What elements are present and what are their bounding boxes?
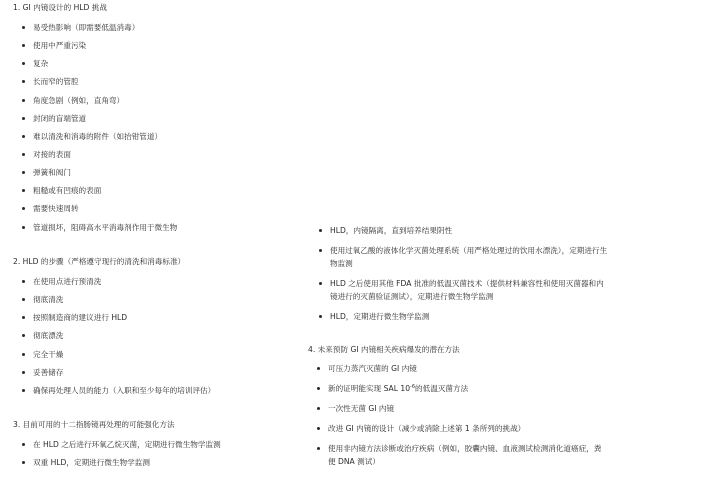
sal-suffix: 的低温灭菌方法: [415, 384, 469, 393]
list-item: 彻底漂洗: [13, 329, 293, 342]
list-item: 难以清洗和消毒的附件（如抬钳管道）: [13, 130, 293, 143]
section-heading: 1. GI 内镜设计的 HLD 挑战: [13, 3, 107, 12]
list-item: 复杂: [13, 57, 293, 70]
section-gi-endoscope-challenges: [13, 3, 293, 239]
list-item: 对接的表面: [13, 148, 293, 161]
list-item: 封闭的盲端管道: [13, 112, 293, 125]
list-item: 按照制造商的建议进行 HLD: [13, 311, 293, 324]
list-item: 易受热影响（即需要低温消毒）: [13, 21, 293, 34]
list-item: HLD 之后使用其他 FDA 批准的低温灭菌技术（提供材料兼容性和使用灭菌器和内镜进行的灭菌验证测试），定期进行微生物学监测: [310, 277, 610, 303]
enhancement-list: [13, 438, 293, 469]
list-item: 确保再处理人员的能力（入职和至少每年的培训评估）: [13, 384, 293, 397]
list-item-sal: [308, 382, 608, 395]
list-item: HLD，定期进行微生物学监测: [310, 310, 610, 323]
list-item: 使用中严重污染: [13, 39, 293, 52]
section-heading: 3. 目前可用的十二指肠镜再处理的可能强化方法: [13, 420, 175, 429]
list-item: 一次性无菌 GI 内镜: [308, 402, 608, 415]
list-item: 弹簧和阀门: [13, 166, 293, 179]
list-item: 粗糙或有凹痕的表面: [13, 184, 293, 197]
section-hld-steps: [13, 257, 293, 402]
list-item: 在使用点进行预清洗: [13, 275, 293, 288]
steps-list: [13, 275, 293, 397]
sal-text: 新的证明能实现 SAL 10: [328, 384, 411, 393]
list-item: 妥善储存: [13, 366, 293, 379]
section-heading: 4. 未来预防 GI 内镜相关疾病爆发的潜在方法: [308, 345, 460, 354]
list-item: 彻底清洗: [13, 293, 293, 306]
list-item: 改进 GI 内镜的设计（减少或消除上述第 1 条所列的挑战）: [308, 422, 608, 435]
section-future-prevention: [308, 345, 608, 475]
list-item: 长而窄的管腔: [13, 75, 293, 88]
list-item: 双重 HLD，定期进行微生物学监测: [13, 456, 293, 469]
list-item: 角度急剧（例如，直角弯）: [13, 94, 293, 107]
section-enhancements-continued: [310, 224, 610, 330]
sal-exponent: -6: [410, 384, 416, 390]
list-item: 需要快速周转: [13, 202, 293, 215]
challenge-list: [13, 21, 293, 234]
list-item: 在 HLD 之后进行环氧乙烷灭菌，定期进行微生物学监测: [13, 438, 293, 451]
enhancement-list-continued: [310, 224, 610, 323]
section-heading: 2. HLD 的步骤（严格遵守现行的清洗和消毒标准）: [13, 257, 186, 266]
list-item: 管道损坏，阻碍高水平消毒剂作用于微生物: [13, 221, 293, 234]
list-item: 使用非内镜方法诊断或治疗疾病（例如，胶囊内镜、血液测试检测消化道癌症，粪便 DNA 测试）: [308, 442, 608, 468]
list-item: 完全干燥: [13, 348, 293, 361]
list-item: HLD，内镜隔离，直到培养结果阴性: [310, 224, 610, 237]
list-item: 使用过氧乙酸的液体化学灭菌处理系统（用严格处理过的饮用水漂洗），定期进行生物监测: [310, 244, 610, 270]
future-methods-list: [308, 362, 608, 468]
list-item: 可压力蒸汽灭菌的 GI 内镜: [308, 362, 608, 375]
section-duodenoscope-enhancements: [13, 420, 293, 474]
